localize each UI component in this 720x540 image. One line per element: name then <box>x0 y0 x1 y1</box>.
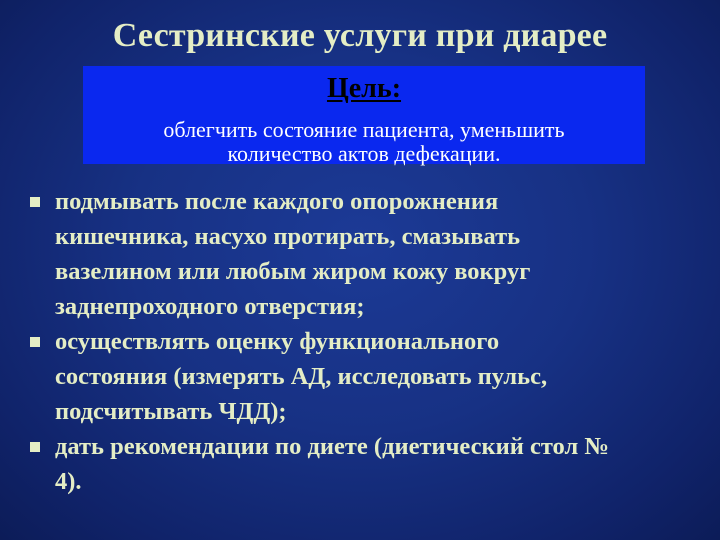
bullet-list <box>28 184 698 499</box>
bullet-line: 4). <box>55 468 82 495</box>
bullet-item-hygiene <box>28 184 698 324</box>
slide-title: Сестринские услуги при диарее <box>112 17 608 54</box>
bullet-line: осуществлять оценку функционального <box>55 328 500 355</box>
bullet-line: подмывать после каждого опорожнения <box>55 188 499 215</box>
goal-text-line: облегчить состояние пациента, уменьшить <box>163 117 565 142</box>
bullet-item-diet <box>28 429 698 499</box>
goal-text-line: количество актов дефекации. <box>227 141 501 166</box>
bullet-line: состояния (измерять АД, исследовать пульс, <box>55 363 548 390</box>
bullet-line: вазелином или любым жиром кожу вокруг <box>55 258 531 285</box>
goal-box <box>83 66 645 164</box>
square-bullet-icon <box>30 337 40 347</box>
square-bullet-icon <box>30 197 40 207</box>
bullet-line: кишечника, насухо протирать, смазывать <box>55 223 521 250</box>
goal-heading: Цель: <box>326 73 402 104</box>
goal-text <box>83 118 645 166</box>
bullet-line: подсчитывать ЧДД); <box>55 398 287 425</box>
bullet-line: заднепроходного отверстия; <box>55 293 365 320</box>
bullet-line: дать рекомендации по диете (диетический стол № <box>55 433 609 460</box>
square-bullet-icon <box>30 442 40 452</box>
bullet-item-assessment <box>28 324 698 429</box>
